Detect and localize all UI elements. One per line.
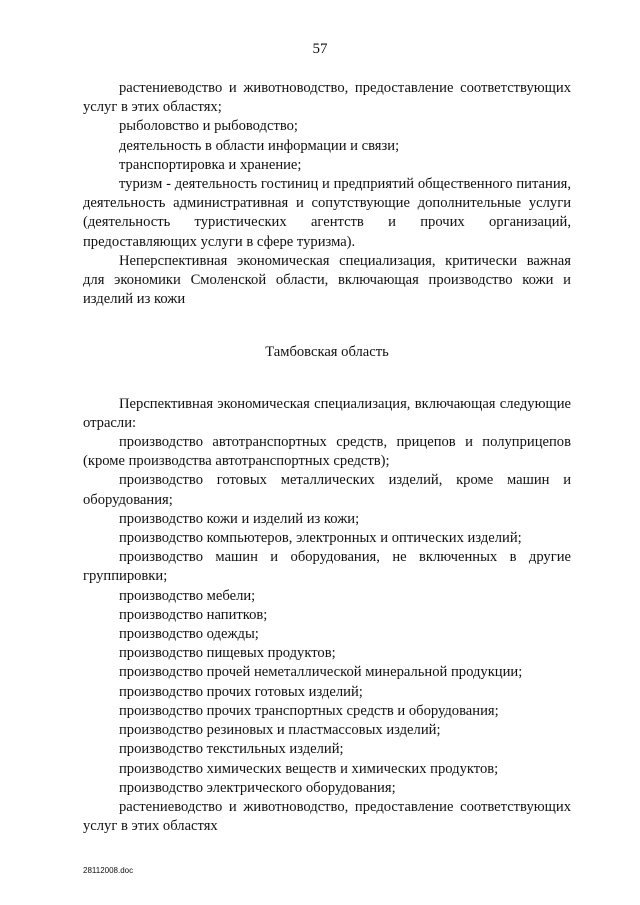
tambov-item: производство компьютеров, электронных и оптических изделий;: [119, 530, 522, 547]
document-body: [83, 79, 571, 836]
page-number: 57: [312, 41, 328, 57]
tambov-item: производство одежды;: [119, 626, 259, 643]
tambov-item: производство кожи и изделий из кожи;: [119, 510, 360, 527]
tambov-item: растениеводство и животноводство, предоставление соответствующих услуг в этих областях: [83, 798, 571, 835]
region-heading-tambov: Тамбовская область: [265, 344, 389, 361]
tambov-item: производство готовых металлических изделий, кроме машин и оборудования;: [83, 472, 571, 508]
tambov-item: производство пищевых продуктов;: [119, 645, 336, 662]
smolensk-item-transport: транспортировка и хранение;: [119, 156, 302, 173]
tambov-item: производство прочих готовых изделий;: [119, 683, 363, 700]
tambov-item: производство автотранспортных средств, прицепов и полуприцепов (кроме производства автотранспортных средств);: [83, 434, 571, 470]
tambov-item: производство мебели;: [119, 587, 256, 604]
smolensk-unpromising-specialization: Неперспективная экономическая специализация, критически важная для экономики Смоленской области, включающая производство кожи и изделий из кожи: [83, 252, 571, 308]
tambov-item: производство текстильных изделий;: [119, 741, 344, 758]
tambov-item: производство прочей неметаллической минеральной продукции;: [119, 664, 523, 681]
footer-filename: 28112008.doc: [83, 866, 134, 875]
tambov-intro: Перспективная экономическая специализация, включающая следующие отрасли:: [83, 395, 571, 431]
tambov-item: производство резиновых и пластмассовых изделий;: [119, 722, 441, 739]
tambov-item: производство прочих транспортных средств и оборудования;: [119, 702, 499, 719]
tambov-item: производство химических веществ и химических продуктов;: [119, 760, 499, 777]
smolensk-item-crop-livestock: растениеводство и животноводство, предоставление соответствующих услуг в этих областях;: [83, 80, 571, 116]
smolensk-item-tourism: туризм - деятельность гостиниц и предприятий общественного питания, деятельность административная и сопутствующие дополнительные услуги (деятельность туристических агентств и прочих организаций, предоставляющих услуги в сфере туризма).: [83, 176, 571, 250]
tambov-item: производство машин и оборудования, не включенных в другие группировки;: [83, 549, 571, 585]
smolensk-item-information: деятельность в области информации и связи;: [119, 137, 400, 154]
smolensk-item-fishing: рыболовство и рыбоводство;: [119, 118, 298, 135]
tambov-item: производство электрического оборудования;: [119, 779, 396, 796]
tambov-item: производство напитков;: [119, 606, 268, 623]
